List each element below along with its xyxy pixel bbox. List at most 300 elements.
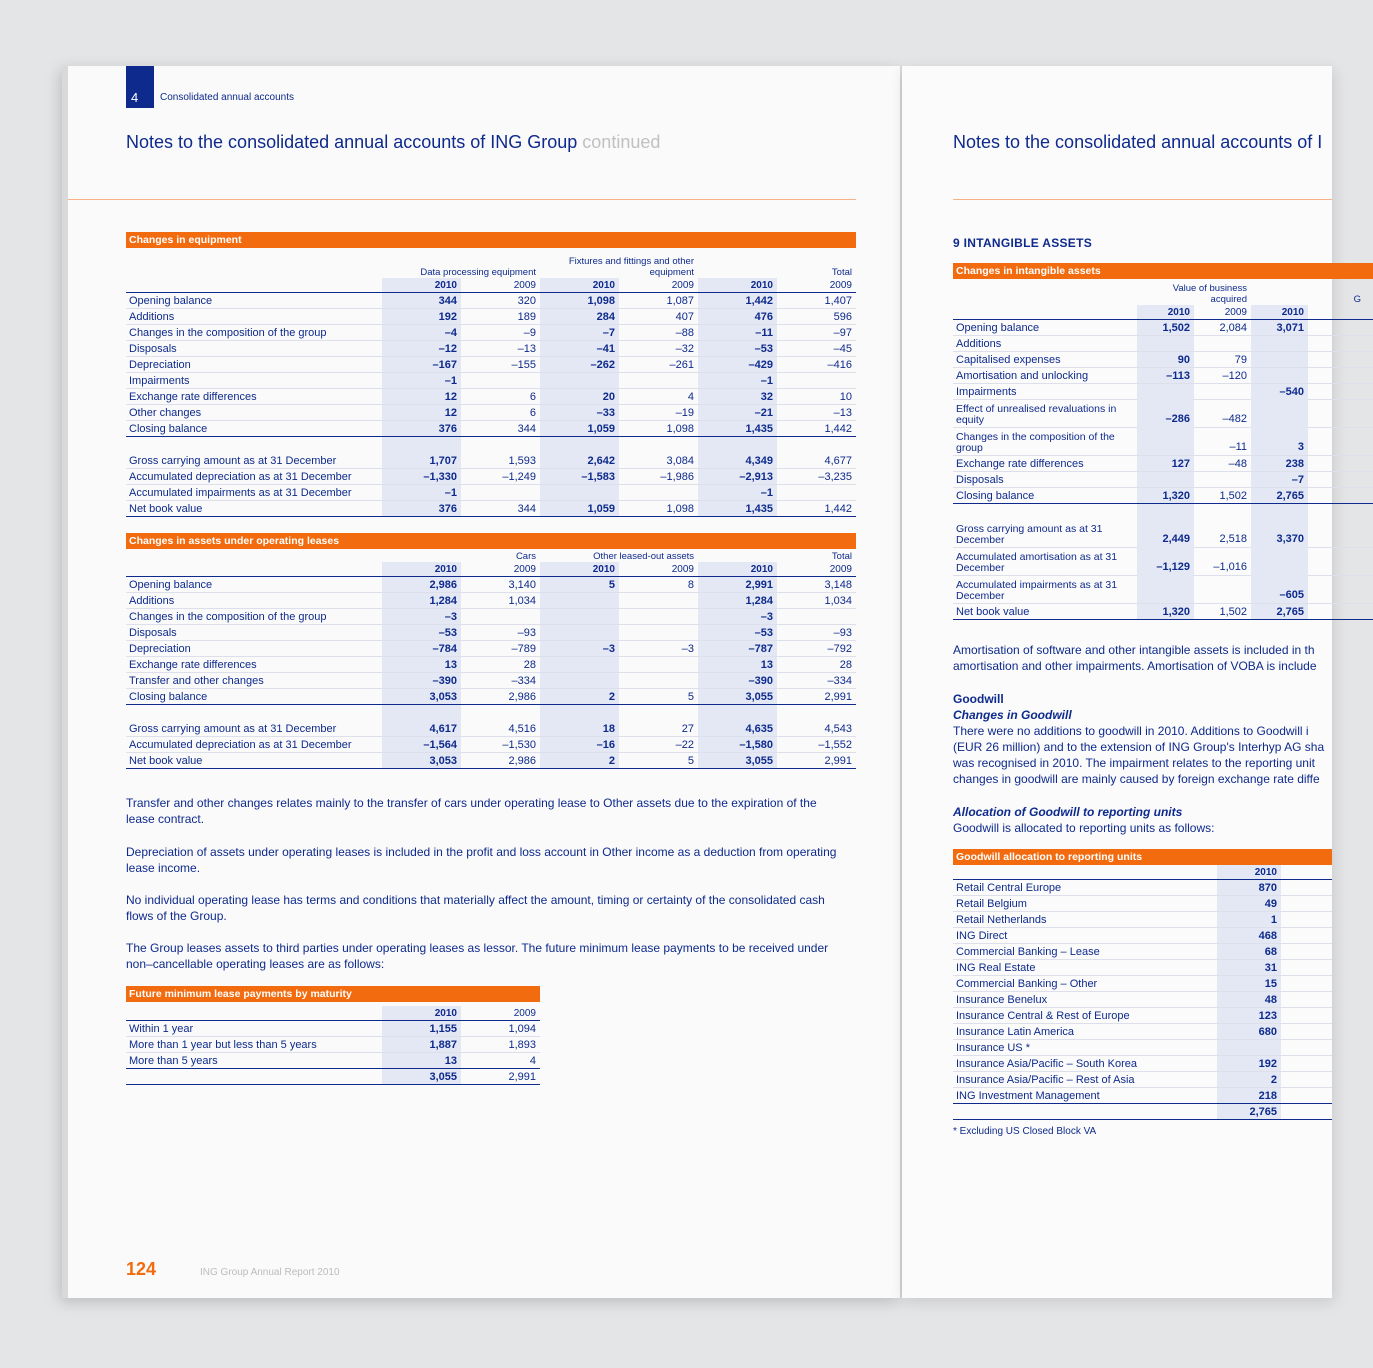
table-cell [1251,547,1308,575]
table-cell: 68 [1217,944,1281,959]
table-row [953,456,1373,472]
row-label: Commercial Banking – Other [956,978,1098,990]
table-cell [1194,575,1251,603]
row-label: Closing balance [956,490,1035,502]
table-cell: 4,516 [508,723,536,735]
table-cell [1137,384,1194,399]
row-label: Gross carrying amount as at 31 December [129,455,337,467]
table-cell: 680 [1217,1024,1281,1039]
group-header: Other leased-out assets [593,551,694,562]
table-cell: 2,765 [1251,488,1308,503]
table-cell: –1 [382,373,461,388]
table-cell: –1 [382,485,461,500]
table-row [126,641,856,657]
table-cell [1194,504,1251,520]
table-cell [540,625,619,640]
table-cell: 1,442 [824,503,852,515]
table-cell: 3,053 [382,753,461,768]
table-cell: –262 [540,357,619,372]
row-label [126,705,382,721]
table-cell: 3,148 [824,579,852,591]
table-row [126,705,856,721]
table-cell: –1 [698,485,777,500]
table-cell: 1,502 [1137,320,1194,335]
page-title [126,132,660,153]
table-cell: –93 [833,627,852,639]
table-cell: 1,284 [382,593,461,608]
table-cell: 28 [839,659,852,671]
table-cell: 5 [540,577,619,592]
table-cell: 32 [698,389,777,404]
table-row [126,293,856,309]
table-cell [540,593,619,608]
table-cell: –1,249 [502,471,536,483]
table-row [126,453,856,469]
row-label: Closing balance [129,691,208,703]
table-cell: –3,235 [818,471,852,483]
table-cell: –416 [827,359,852,371]
table-cell: 284 [540,309,619,324]
row-label: ING Investment Management [956,1090,1100,1102]
table-cell: –21 [698,405,777,420]
table-cell: –41 [540,341,619,356]
table-cell: 596 [833,311,852,323]
table-cell: 13 [382,657,461,672]
table-cell: 1,893 [508,1039,536,1051]
table-cell [1194,472,1251,487]
table-cell: 1,593 [508,455,536,467]
table-cell: –540 [1251,384,1308,399]
table-cell: 192 [382,309,461,324]
group-spacer [953,279,1137,305]
table-cell: –1,552 [818,739,852,751]
table-heading: Changes in intangible assets [953,263,1373,279]
paragraph-depreciation: Depreciation of assets under operating leases is included in the profit and loss account in Other income as a deduction from operating lease income. [126,845,837,875]
table-cell [777,705,856,721]
table-cell: –11 [698,325,777,340]
row-label: Accumulated depreciation as at 31 December [129,471,352,483]
row-label: Other changes [129,407,202,419]
table-cell [619,705,698,721]
table-cell: 127 [1137,456,1194,471]
table-heading: Goodwill allocation to reporting units [953,849,1332,865]
table-cell [540,705,619,721]
table-cell [619,485,698,500]
table-cell: 4 [687,391,694,403]
year-header-row [126,1006,540,1021]
table-row [126,689,856,705]
table-cell: –97 [833,327,852,339]
table-cell: –53 [698,341,777,356]
table-cell: –787 [698,641,777,656]
table-cell [1251,504,1308,520]
chapter-number: 4 [126,66,154,108]
table-cell: 12 [382,389,461,404]
group-header: Data processing equipment [420,267,536,278]
table-cell: 2,642 [540,453,619,468]
table-cell [540,609,619,624]
allocation-intro: Goodwill is allocated to reporting units as follows: [953,821,1215,835]
table-cell: 3 [1251,427,1308,455]
table-row [953,520,1373,548]
year-header: 2009 [829,564,852,575]
table-cell: –9 [523,327,536,339]
table-row [953,1024,1332,1040]
table-cell [1251,368,1308,383]
paragraph-lessor: The Group leases assets to third parties under operating leases as lessor. The future minimum lease payments to be received under non–cancellable operating leases are as follows: [126,941,829,971]
table-cell: –3 [698,609,777,624]
table-cell: –155 [511,359,536,371]
table-row [953,928,1332,944]
table-cell: 2 [540,689,619,704]
table-cell: –7 [540,325,619,340]
row-label: Changes in the composition of the group [129,611,327,623]
table-row [953,1104,1332,1120]
table-cell [698,705,777,721]
group-header-row [126,248,856,278]
table-cell [540,657,619,672]
row-label: Depreciation [129,643,191,655]
table-cell: –11 [1229,441,1247,453]
table-cell: 1,059 [540,501,619,516]
table-cell [1137,427,1194,455]
table-cell: 3,084 [666,455,694,467]
table-cell: 12 [382,405,461,420]
table-cell: 476 [698,309,777,324]
table-cell: 1,155 [382,1021,461,1036]
table-cell: 3,071 [1251,320,1308,335]
row-label: Changes in the composition of the group [956,431,1115,454]
row-label: Changes in the composition of the group [129,327,327,339]
table-cell: –3 [681,643,694,655]
group-header: Total [831,551,852,562]
row-label: Exchange rate differences [956,458,1084,470]
table-row [953,488,1373,504]
table-cell [1194,384,1251,399]
table-cell: 2,518 [1219,533,1247,545]
year-header-row [126,278,856,293]
table-cell: 1,320 [1137,488,1194,503]
table-row [126,373,856,389]
table-row [126,721,856,737]
table-cell [1137,575,1194,603]
row-label: Net book value [129,755,203,767]
table-row [953,400,1373,428]
table-cell: –1,016 [1213,561,1247,573]
table-cell: 20 [540,389,619,404]
leases-table [126,533,856,769]
table-cell: 344 [382,293,461,308]
table-cell: 1,098 [540,293,619,308]
paragraph-individual-lease: No individual operating lease has terms and conditions that materially affect the amount, timing or certainty of the consolidated cash flows of the Group. [126,893,825,923]
year-header-row [126,562,856,577]
chapter-name: Consolidated annual accounts [160,92,294,103]
table-row [953,368,1373,384]
table-cell [382,437,461,453]
row-label: Retail Netherlands [956,914,1047,926]
table-cell: –48 [1228,458,1247,470]
table-cell: 1 [1217,912,1281,927]
table-cell: 2 [1217,1072,1281,1087]
row-label: ING Real Estate [956,962,1036,974]
year-header: 2009 [1224,307,1247,318]
table-row [126,1053,540,1069]
group-spacer [126,248,382,278]
left-page [62,66,900,1298]
table-cell [1194,336,1251,351]
table-cell: 13 [382,1053,461,1068]
table-row [953,1072,1332,1088]
row-label: Opening balance [956,322,1040,334]
table-cell: –784 [382,641,461,656]
table-cell [1251,352,1308,367]
table-row [126,1069,540,1085]
year-spacer [953,865,1217,879]
group-header-row [126,549,856,562]
table-cell: 79 [1234,354,1247,366]
table-cell: –33 [540,405,619,420]
row-label: Insurance Asia/Pacific – South Korea [956,1058,1137,1070]
table-heading: Future minimum lease payments by maturity [126,986,540,1002]
goodwill-title: Goodwill [953,692,1004,706]
table-cell: 2,991 [824,691,852,703]
table-row [953,1088,1332,1104]
table-heading: Changes in assets under operating leases [126,533,856,549]
year-header: 2009 [829,280,852,291]
table-cell: 2,765 [1217,1104,1281,1119]
row-label: Insurance Central & Rest of Europe [956,1010,1130,1022]
table-cell: 1,887 [382,1037,461,1052]
table-cell: –1 [698,373,777,388]
row-label [953,1104,1217,1119]
year-header-row [953,305,1373,320]
intangible-table [953,263,1373,620]
row-label: Retail Belgium [956,898,1027,910]
table-cell: –1,129 [1137,547,1194,575]
allocation-table [953,849,1332,1120]
year-header: 2009 [671,564,694,575]
row-label: Effect of unrealised revaluations in equity [956,403,1117,426]
table-cell: –605 [1251,575,1308,603]
table-cell [1137,472,1194,487]
table-cell: –482 [1222,413,1247,425]
table-row [126,421,856,437]
page-title-text: Notes to the consolidated annual accounts of ING Group [126,132,578,152]
table-row [126,737,856,753]
page-number: 124 [126,1259,157,1279]
table-cell: 1,059 [540,421,619,436]
table-cell: 10 [839,391,852,403]
row-label: Insurance US * [956,1042,1030,1054]
table-row [953,504,1373,520]
table-cell: 3,055 [698,689,777,704]
row-label: Capitalised expenses [956,354,1061,366]
year-header: 2010 [1137,305,1194,319]
table-cell: 238 [1251,456,1308,471]
table-cell: 1,502 [1219,606,1247,618]
table-cell: –88 [675,327,694,339]
table-cell [540,673,619,688]
table-cell [1217,1040,1281,1055]
table-cell [619,657,698,672]
row-label: Depreciation [129,359,191,371]
row-label: Transfer and other changes [129,675,264,687]
row-label: Net book value [956,606,1030,618]
table-cell: –334 [827,675,852,687]
table-cell [619,625,698,640]
table-cell [540,485,619,500]
table-cell: 4,677 [824,455,852,467]
table-cell: 28 [523,659,536,671]
table-row [953,604,1373,620]
right-page-title: Notes to the consolidated annual accounts of I [953,132,1323,152]
table-cell [619,373,698,388]
table-cell: 320 [517,295,536,307]
table-row [953,944,1332,960]
row-label: Commercial Banking – Lease [956,946,1100,958]
right-header-rule [953,199,1332,200]
table-row [953,896,1332,912]
row-label: Additions [129,595,175,607]
table-cell [382,705,461,721]
table-cell [461,609,540,624]
table-cell [777,609,856,624]
table-cell: 1,098 [666,503,694,515]
row-label: Impairments [956,386,1017,398]
table-row [953,548,1373,576]
table-cell: –7 [1251,472,1308,487]
table-cell [461,485,540,500]
year-header-row [953,865,1332,880]
allocation-subtitle: Allocation of Goodwill to reporting units [953,805,1183,819]
table-cell: 6 [529,407,536,419]
table-cell: 2 [540,753,619,768]
table-cell [1137,336,1194,351]
table-cell: 1,087 [666,295,694,307]
table-cell: –4 [382,325,461,340]
table-row [126,437,856,453]
row-label: Opening balance [129,295,213,307]
table-cell [1251,336,1308,351]
year-header: 2009 [671,280,694,291]
row-label: ING Direct [956,930,1008,942]
year-spacer [126,562,382,576]
table-row [953,1056,1332,1072]
table-cell: –120 [1222,370,1247,382]
amortisation-paragraph: Amortisation of software and other intangible assets is included in th amortisation and other impairments. Amortisation of VOBA is include [953,643,1317,673]
group-header: Total [831,267,852,278]
row-label: Accumulated depreciation as at 31 December [129,739,352,751]
table-cell: –32 [675,343,694,355]
table-cell: 1,707 [382,453,461,468]
table-cell: –53 [698,625,777,640]
table-cell: 48 [1217,992,1281,1007]
row-label: Amortisation and unlocking [956,370,1089,382]
table-cell: 2,084 [1219,322,1247,334]
table-cell: –1,564 [382,737,461,752]
table-cell: –12 [382,341,461,356]
table-cell [619,437,698,453]
table-cell: 6 [529,391,536,403]
table-cell: 5 [687,755,694,767]
table-cell: 344 [517,423,536,435]
table-cell: –93 [517,627,536,639]
table-row [953,336,1373,352]
row-label: Disposals [129,343,177,355]
table-row [953,576,1373,604]
table-cell: 3,140 [508,579,536,591]
table-cell: 49 [1217,896,1281,911]
table-cell: –53 [382,625,461,640]
table-cell: 2,449 [1137,519,1194,547]
row-label: Gross carrying amount as at 31 December [129,723,337,735]
table-row [126,325,856,341]
table-cell: –13 [833,407,852,419]
row-label: Disposals [956,474,1004,486]
table-row [953,384,1373,400]
page-title-continued: continued [582,132,661,152]
table-cell: –1,583 [540,469,619,484]
table-cell [619,609,698,624]
table-cell [619,673,698,688]
table-cell: –1,580 [698,737,777,752]
year-header: 2010 [382,278,461,292]
row-label [953,504,1137,520]
table-row [126,625,856,641]
group-header-row [953,279,1373,305]
table-cell: 468 [1217,928,1281,943]
table-cell: 1,435 [698,501,777,516]
footnote: * Excluding US Closed Block VA [953,1126,1097,1137]
table-cell: 3,055 [698,753,777,768]
table-cell: –22 [675,739,694,751]
table-cell: 1,098 [666,423,694,435]
table-cell: –1,530 [502,739,536,751]
table-cell: 376 [382,421,461,436]
table-row [126,673,856,689]
table-cell: –390 [382,673,461,688]
year-header: 2010 [540,562,619,576]
table-cell [777,437,856,453]
table-row [953,472,1373,488]
table-cell: 123 [1217,1008,1281,1023]
year-header: 2010 [698,278,777,292]
table-cell: –19 [675,407,694,419]
row-label: Within 1 year [129,1023,194,1035]
table-cell: 2,986 [382,577,461,592]
row-label: Accumulated amortisation as at 31 December [956,551,1118,574]
table-cell: 376 [382,501,461,516]
page-footer: ING Group Annual Report 2010 [200,1267,340,1278]
year-header: 2010 [540,278,619,292]
group-header: G [1353,294,1361,305]
table-heading: Changes in equipment [126,232,856,248]
row-label: Disposals [129,627,177,639]
row-label: Additions [129,311,175,323]
table-cell: 2,991 [508,1071,536,1083]
table-cell: –792 [827,643,852,655]
table-cell: 218 [1217,1088,1281,1103]
table-cell: 4,543 [824,723,852,735]
table-row [953,1040,1332,1056]
table-cell: 2,991 [698,577,777,592]
table-cell: 8 [687,579,694,591]
table-cell: 1,502 [1219,490,1247,502]
table-cell [619,593,698,608]
table-row [953,992,1332,1008]
table-cell [777,373,856,388]
table-cell [1251,399,1308,427]
